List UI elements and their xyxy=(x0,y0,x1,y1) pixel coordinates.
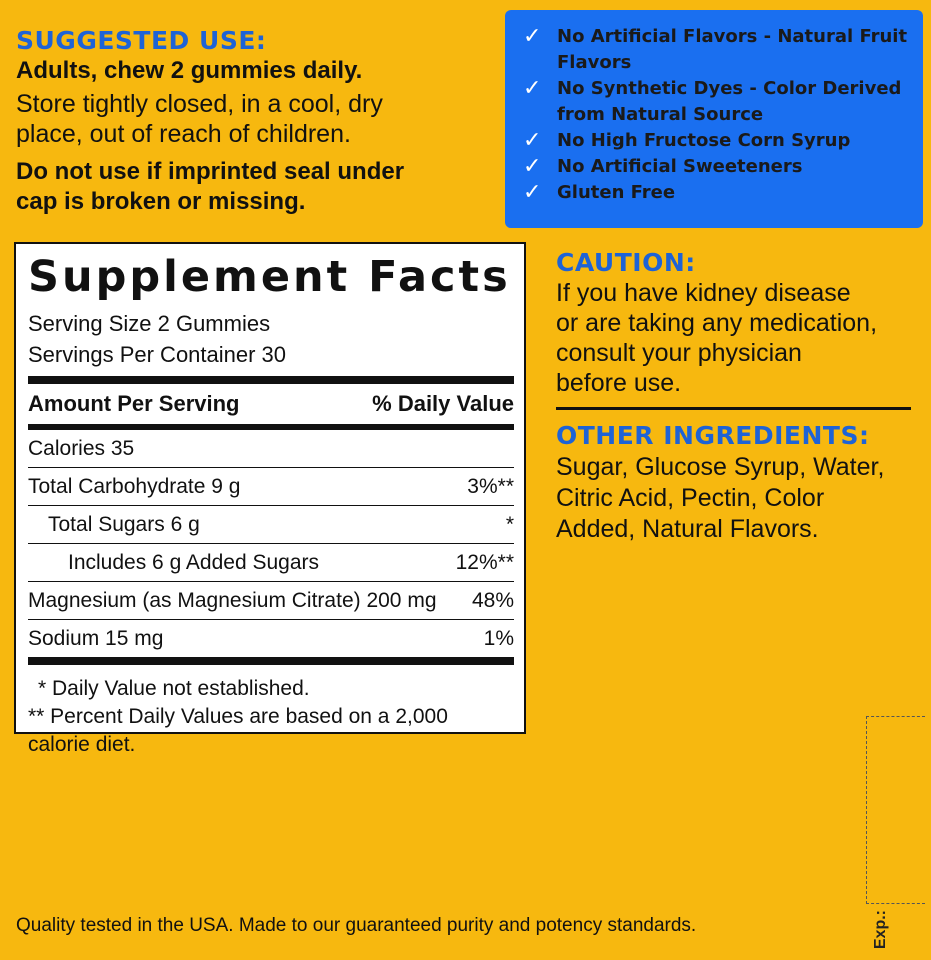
caution-text xyxy=(556,278,916,398)
caution-section xyxy=(556,248,916,398)
suggested-use-heading: SUGGESTED USE: xyxy=(16,26,267,55)
claims-box xyxy=(505,10,923,228)
caution-line-1: If you have kidney disease xyxy=(556,279,851,307)
seal-warning-line-2: cap is broken or missing. xyxy=(16,188,306,215)
claim-item xyxy=(523,76,913,128)
nutrient-dv: 12%** xyxy=(455,550,514,574)
caution-line-4: before use. xyxy=(556,369,682,397)
amount-per-serving-label: Amount Per Serving xyxy=(28,391,240,416)
nutrient-label: Total Sugars 6 g xyxy=(48,512,200,536)
dose-instruction: Adults, chew 2 gummies daily. xyxy=(16,57,363,84)
ingredients-line-3: Added, Natural Flavors. xyxy=(556,515,819,543)
nutrient-row-added-sugars xyxy=(28,544,514,582)
claim-item xyxy=(523,128,913,154)
checkmark-icon: ✓ xyxy=(523,24,542,49)
caution-heading: CAUTION: xyxy=(556,248,696,277)
nutrient-row-calories xyxy=(28,430,514,468)
suggested-use-section xyxy=(16,26,496,217)
checkmark-icon: ✓ xyxy=(523,180,542,205)
supplement-facts-panel xyxy=(14,242,526,756)
storage-line-2: place, out of reach of children. xyxy=(16,120,351,148)
ingredients-line-2: Citric Acid, Pectin, Color xyxy=(556,484,825,512)
nutrient-dv: 48% xyxy=(471,588,514,612)
quality-statement: Quality tested in the USA. Made to our guaranteed purity and potency standards. xyxy=(16,915,697,936)
thick-divider xyxy=(28,376,514,384)
facts-title: Supplement Facts xyxy=(28,252,511,302)
thick-divider xyxy=(28,657,514,665)
serving-size: Serving Size 2 Gummies xyxy=(28,311,271,336)
nutrient-label: Sodium 15 mg xyxy=(28,626,164,650)
nutrient-dv: * xyxy=(505,512,514,536)
checkmark-icon: ✓ xyxy=(523,154,542,179)
other-ingredients-section xyxy=(556,420,926,545)
expiry-label: Exp.: xyxy=(872,910,889,950)
claim-text: No Synthetic Dyes - Color Derived from Natural Source xyxy=(557,78,902,125)
section-divider xyxy=(556,407,911,410)
nutrient-dv: 1% xyxy=(483,626,514,650)
nutrient-row-sugars xyxy=(28,506,514,544)
seal-warning xyxy=(16,157,496,217)
claim-item xyxy=(523,24,913,76)
seal-warning-line-1: Do not use if imprinted seal under xyxy=(16,158,405,185)
claim-item xyxy=(523,180,913,206)
nutrient-dv: 3%** xyxy=(467,474,514,498)
nutrient-label: Calories 35 xyxy=(28,436,135,460)
nutrient-label: Total Carbohydrate 9 g xyxy=(28,474,241,498)
claim-text: No High Fructose Corn Syrup xyxy=(557,130,851,151)
caution-line-2: or are taking any medication, xyxy=(556,309,878,337)
nutrient-label: Magnesium (as Magnesium Citrate) 200 mg xyxy=(28,588,437,612)
lot-expiry-box xyxy=(866,716,925,904)
storage-line-1: Store tightly closed, in a cool, dry xyxy=(16,90,383,118)
checkmark-icon: ✓ xyxy=(523,128,542,153)
daily-value-label: % Daily Value xyxy=(372,391,514,416)
facts-header-row xyxy=(28,384,514,425)
ingredients-text xyxy=(556,452,926,545)
nutrient-row-carbohydrate xyxy=(28,468,514,506)
nutrient-row-magnesium xyxy=(28,582,514,620)
ingredients-line-1: Sugar, Glucose Syrup, Water, xyxy=(556,453,885,481)
nutrient-label: Includes 6 g Added Sugars xyxy=(68,550,320,574)
servings-per-container: Servings Per Container 30 xyxy=(28,342,287,367)
claim-text: No Artificial Sweeteners xyxy=(557,156,803,177)
storage-instruction xyxy=(16,89,496,149)
checkmark-icon: ✓ xyxy=(523,76,542,101)
footnote-percent-daily: ** Percent Daily Values are based on a 2,000 calorie diet. xyxy=(28,705,448,756)
ingredients-heading: OTHER INGREDIENTS: xyxy=(556,421,870,450)
nutrient-row-sodium xyxy=(28,620,514,657)
claim-text: No Artificial Flavors - Natural Fruit Flavors xyxy=(557,26,908,73)
caution-line-3: consult your physician xyxy=(556,339,802,367)
claim-item xyxy=(523,154,913,180)
facts-footnotes xyxy=(28,675,514,759)
footnote-daily-value: * Daily Value not established. xyxy=(38,677,310,700)
claim-text: Gluten Free xyxy=(557,182,676,203)
